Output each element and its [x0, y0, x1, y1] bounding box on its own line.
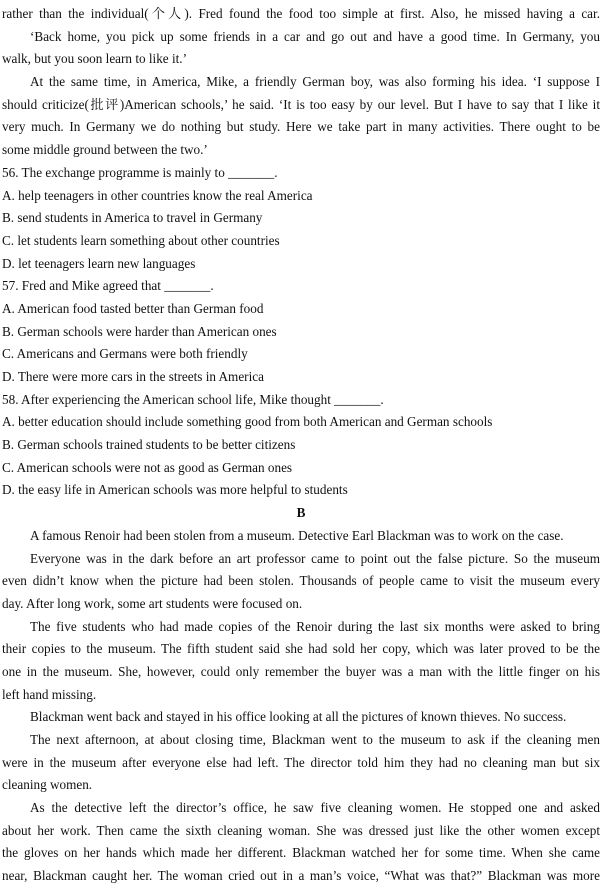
paragraph-line: very much. In Germany we do nothing but study. Here we take part in many activities. There ought to be [2, 119, 600, 135]
paragraph-line: near, Blackman caught her. The woman cried out in a man’s voice, “What was that?” Blackman was more [2, 868, 600, 884]
paragraph-line: Blackman went back and stayed in his office looking at all the pictures of known thieves. No success. [30, 709, 567, 725]
answer-option: B. German schools were harder than American ones [2, 323, 277, 339]
paragraph-line: walk, but you soon learn to like it.’ [2, 51, 187, 67]
question-56 [0, 162, 602, 275]
question-58 [0, 389, 602, 502]
answer-option: C. American schools were not as good as German ones [2, 459, 293, 475]
paragraph-line: cleaning women. [2, 777, 93, 793]
paragraph-line: one in the museum. She, however, could only remember the buyer was a man with the little finger on his [2, 663, 600, 679]
document-page [0, 3, 602, 888]
answer-option: C. Americans and Germans were both friendly [2, 346, 248, 362]
question-stem: 56. The exchange programme is mainly to _______. [2, 164, 278, 180]
answer-option: D. the easy life in American schools was more helpful to students [2, 482, 348, 498]
paragraph-line: At the same time, in America, Mike, a friendly German boy, was also forming his idea. ‘I suppose I [30, 74, 600, 90]
passage-a-tail [0, 3, 602, 162]
paragraph-line: their copies to the museum. The fifth student said she had sold her copy, which was later proved to be the [2, 641, 600, 657]
paragraph-line: rather than the individual(个人). Fred found the food too simple at first. Also, he missed having a car. [2, 6, 600, 21]
paragraph-line: even didn’t know when the picture had been stolen. Thousands of people came to visit the museum every [2, 573, 600, 589]
answer-option: B. German schools trained students to be better citizens [2, 437, 296, 453]
paragraph-line: day. After long work, some art students were focused on. [2, 595, 303, 611]
paragraph-line: The five students who had made copies of the Renoir during the last six months were asked to bring [30, 618, 600, 634]
question-57 [0, 275, 602, 388]
paragraph-line: some middle ground between the two.’ [2, 142, 208, 158]
question-stem: 58. After experiencing the American school life, Mike thought _______. [2, 391, 384, 407]
section-b-heading: B [296, 505, 306, 521]
passage-b [0, 525, 602, 888]
answer-option: C. let students learn something about other countries [2, 232, 280, 248]
answer-option: D. There were more cars in the streets in America [2, 369, 264, 384]
answer-option: A. better education should include something good from both American and German schools [2, 414, 493, 430]
answer-option: D. let teenagers learn new languages [2, 255, 196, 271]
paragraph-line: The next afternoon, at about closing time, Blackman went to the museum to ask if the cleaning men [30, 732, 600, 747]
paragraph-line: about her work. Then came the sixth cleaning woman. She was dressed just like the other women except [2, 822, 600, 838]
paragraph-line: the gloves on her hands which made her different. Blackman watched her for some time. When she came [2, 845, 600, 861]
paragraph-line: A famous Renoir had been stolen from a museum. Detective Earl Blackman was to work on the case. [30, 527, 564, 543]
paragraph-line: As the detective left the director’s office, he saw five cleaning women. He stopped one and asked [30, 800, 600, 816]
paragraph-line: should criticize(批评)American schools,’ he said. ‘It is too easy by our level. But I have to say that I like it [2, 96, 600, 112]
paragraph-line: left hand missing. [2, 686, 97, 702]
question-stem: 57. Fred and Mike agreed that _______. [2, 278, 214, 294]
paragraph-line: ‘Back home, you pick up some friends in a car and go out and have a good time. In Germany, you [30, 28, 600, 44]
paragraph-line: Everyone was in the dark before an art professor came to point out the false picture. So the museum [30, 550, 600, 566]
paragraph-line: were in the museum after everyone else had left. The director told him they had no cleaning man but six [2, 754, 600, 770]
answer-option: B. send students in America to travel in Germany [2, 210, 263, 226]
answer-option: A. help teenagers in other countries know the real America [2, 187, 313, 203]
answer-option: A. American food tasted better than German food [2, 300, 264, 316]
